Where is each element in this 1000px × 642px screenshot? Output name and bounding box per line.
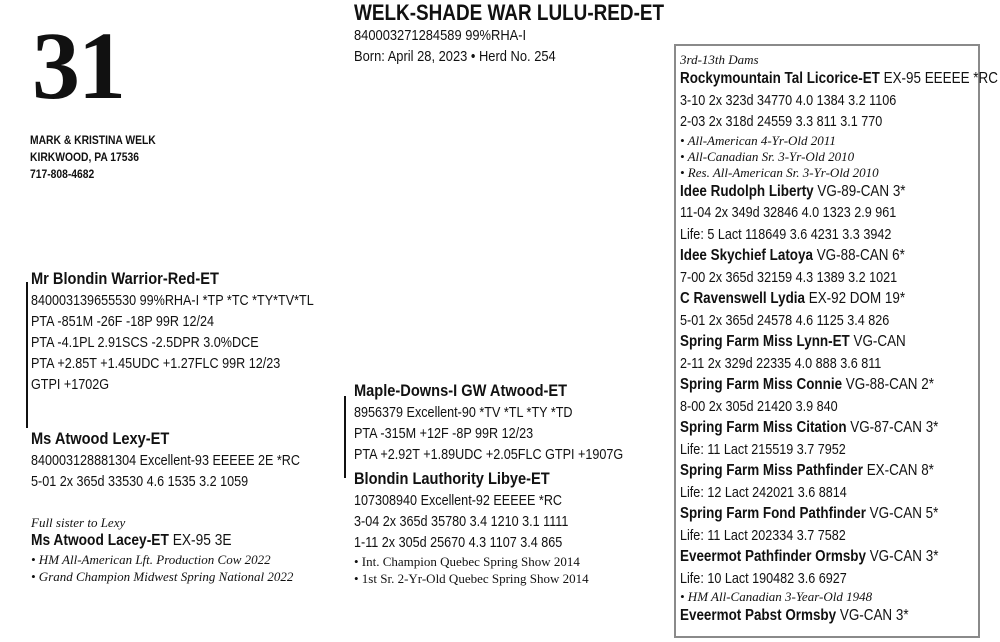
- dam-entry-title: [680, 245, 998, 267]
- dams-box: [674, 44, 998, 638]
- dam-sire-info-line: PTA +2.92T +1.89UDC +2.05FLC GTPI +1907G: [354, 446, 624, 463]
- dam-entry-score: EX-92 DOM 19*: [804, 290, 906, 307]
- dam-entry-score: VG-87-CAN 3*: [846, 419, 939, 436]
- dam-entry-title: [680, 546, 998, 568]
- dam-entry-name: Eveermot Pathfinder Ormsby: [680, 548, 866, 565]
- sister-block: [31, 514, 293, 585]
- dam-entry-score: VG-88-CAN 6*: [812, 247, 905, 264]
- dam-sire-lines: [354, 402, 674, 465]
- sire-info-line: PTA +2.85T +1.45UDC +1.27FLC 99R 12/23: [31, 355, 281, 372]
- dam-sire-info-line: PTA -315M +12F -8P 99R 12/23: [354, 425, 534, 442]
- dam-entry-name: Spring Farm Fond Pathfinder: [680, 505, 866, 522]
- dam-entry: [680, 288, 1000, 331]
- dam-entry: [680, 460, 1000, 503]
- dam-sire-block: [354, 380, 674, 465]
- dam-entry-record: 2-11 2x 329d 22335 4.0 888 3.6 811: [680, 354, 882, 372]
- dam-entry-name: Spring Farm Miss Connie: [680, 376, 843, 393]
- dam-entry: [680, 245, 1000, 288]
- dam-entry-honor: • HM All-Canadian 3-Year-Old 1948: [680, 589, 873, 604]
- dam-entry-record: 5-01 2x 365d 24578 4.6 1125 3.4 826: [680, 311, 890, 329]
- dam-entry-title: [680, 331, 998, 353]
- dam-entry-name: Eveermot Pabst Ormsby: [680, 607, 837, 624]
- granddam-honors: [354, 553, 609, 587]
- sister-score: EX-95 3E: [168, 532, 232, 549]
- dams-list: [680, 52, 1000, 627]
- dam-entry-name: C Ravenswell Lydia: [680, 290, 805, 307]
- dam-entry-title: [680, 460, 998, 482]
- dam-entry-record: 11-04 2x 349d 32846 4.0 1323 2.9 961: [680, 204, 897, 221]
- dam-entry-score: VG-89-CAN 3*: [813, 182, 906, 200]
- sister-note: Full sister to Lexy: [31, 515, 126, 530]
- dam-info-line: 5-01 2x 365d 33530 4.6 1535 3.2 1059: [31, 473, 249, 490]
- dam-lines: [31, 450, 351, 492]
- sister-title: [31, 531, 257, 551]
- dam-entry: [680, 546, 1000, 605]
- dam-entry-record: 2-03 2x 318d 24559 3.3 811 3.1 770: [680, 113, 883, 130]
- dam-entry-honor: • All-Canadian Sr. 3-Yr-Old 2010: [680, 148, 855, 164]
- dam-entry-record: Life: 11 Lact 215519 3.7 7952: [680, 440, 846, 458]
- granddam-honor: • 1st Sr. 2-Yr-Old Quebec Spring Show 2014: [354, 571, 589, 586]
- owner-block: [30, 132, 176, 183]
- dam-block: [31, 428, 351, 492]
- dam-entry-record: Life: 11 Lact 202334 3.7 7582: [680, 526, 846, 544]
- dam-entry-honor: • Res. All-American Sr. 3-Yr-Old 2010: [680, 164, 879, 180]
- dam-entry-name: Spring Farm Miss Citation: [680, 419, 847, 436]
- dam-entry-name: Idee Skychief Latoya: [680, 247, 813, 264]
- dam-entry-record: Life: 5 Lact 118649 3.6 4231 3.3 3942: [680, 225, 892, 243]
- dam-entry-record: 3-10 2x 323d 34770 4.0 1384 3.2 1106: [680, 91, 897, 109]
- dam-entry-score: VG-CAN 5*: [865, 505, 939, 522]
- granddam-name: Blondin Lauthority Libye-ET: [354, 469, 550, 488]
- sire-info-line: 840003139655530 99%RHA-I *TP *TC *TY*TV*TL: [31, 292, 314, 309]
- animal-born: Born: April 28, 2023 • Herd No. 254: [354, 48, 556, 65]
- sister-honors: [31, 551, 293, 585]
- dam-entry-record: 8-00 2x 305d 21420 3.9 840: [680, 397, 838, 415]
- dam-entry: [680, 331, 1000, 374]
- dam-entry-score: EX-CAN 8*: [862, 462, 934, 479]
- granddam-lines: [354, 490, 609, 553]
- dam-entry: [680, 503, 1000, 546]
- granddam-info-line: 1-11 2x 305d 25670 4.3 1107 3.4 865: [354, 534, 563, 551]
- animal-name: WELK-SHADE WAR LULU-RED-ET: [354, 0, 665, 25]
- dam-entry-record: Life: 12 Lact 242021 3.6 8814: [680, 483, 847, 501]
- sire-block: [31, 268, 368, 395]
- sister-name: Ms Atwood Lacey-ET: [31, 532, 169, 549]
- dam-entry-title: [680, 68, 998, 90]
- dam-entry: [680, 374, 1000, 417]
- dam-entry: [680, 68, 1000, 181]
- dam-entry-record: Life: 10 Lact 190482 3.6 6927: [680, 569, 847, 587]
- pedigree-bracket-dam: [344, 396, 346, 478]
- owner-city: KIRKWOOD, PA 17536: [30, 150, 139, 164]
- sire-lines: [31, 290, 368, 395]
- lot-number: 31: [32, 12, 124, 119]
- dam-entry-name: Idee Rudolph Liberty: [680, 182, 814, 200]
- dam-entry-title: [680, 374, 998, 396]
- dam-entry-score: EX-95 EEEEE *RC: [879, 70, 998, 87]
- dams-heading: 3rd-13th Dams: [680, 52, 759, 67]
- dam-entry: [680, 181, 1000, 246]
- sire-info-line: PTA -851M -26F -18P 99R 12/24: [31, 313, 215, 330]
- sire-info-line: PTA -4.1PL 2.91SCS -2.5DPR 3.0%DCE: [31, 334, 259, 351]
- granddam-honor: • Int. Champion Quebec Spring Show 2014: [354, 554, 580, 569]
- animal-registration: 840003271284589 99%RHA-I: [354, 27, 527, 44]
- owner-name: MARK & KRISTINA WELK: [30, 133, 156, 147]
- pedigree-bracket-sire: [26, 282, 28, 428]
- dam-info-line: 840003128881304 Excellent-93 EEEEE 2E *RC: [31, 452, 300, 469]
- sire-info-line: GTPI +1702G: [31, 376, 110, 393]
- dam-entry-name: Rockymountain Tal Licorice-ET: [680, 70, 880, 87]
- dam-entry-score: VG-CAN: [849, 333, 906, 350]
- dam-entry-score: VG-88-CAN 2*: [842, 376, 934, 393]
- granddam-block: [354, 468, 609, 587]
- dam-sire-info-line: 8956379 Excellent-90 *TV *TL *TY *TD: [354, 404, 573, 421]
- dam-entry-honor: • All-American 4-Yr-Old 2011: [680, 132, 836, 148]
- dam-entry: [680, 605, 1000, 627]
- sister-honor: • HM All-American Lft. Production Cow 2022: [31, 552, 271, 567]
- dam-entry-title: [680, 288, 998, 310]
- dam-entry: [680, 417, 1000, 460]
- dam-entry-title: [680, 605, 998, 627]
- dam-entry-title: [680, 503, 998, 525]
- granddam-info-line: 3-04 2x 365d 35780 3.4 1210 3.1 1111: [354, 513, 569, 530]
- granddam-info-line: 107308940 Excellent-92 EEEEE *RC: [354, 492, 563, 509]
- sister-honor: • Grand Champion Midwest Spring National 2022: [31, 569, 294, 584]
- dam-entry-name: Spring Farm Miss Pathfinder: [680, 462, 863, 479]
- dam-sire-name: Maple-Downs-I GW Atwood-ET: [354, 381, 568, 400]
- dam-entry-record: 7-00 2x 365d 32159 4.3 1389 3.2 1021: [680, 268, 898, 286]
- owner-phone: 717-808-4682: [30, 167, 95, 181]
- sire-name: Mr Blondin Warrior-Red-ET: [31, 269, 219, 288]
- dam-entry-title: [680, 181, 998, 203]
- dam-entry-name: Spring Farm Miss Lynn-ET: [680, 333, 850, 350]
- dam-entry-title: [680, 417, 998, 439]
- dam-entry-score: VG-CAN 3*: [836, 607, 909, 624]
- dam-entry-score: VG-CAN 3*: [865, 548, 939, 565]
- dam-name: Ms Atwood Lexy-ET: [31, 429, 170, 448]
